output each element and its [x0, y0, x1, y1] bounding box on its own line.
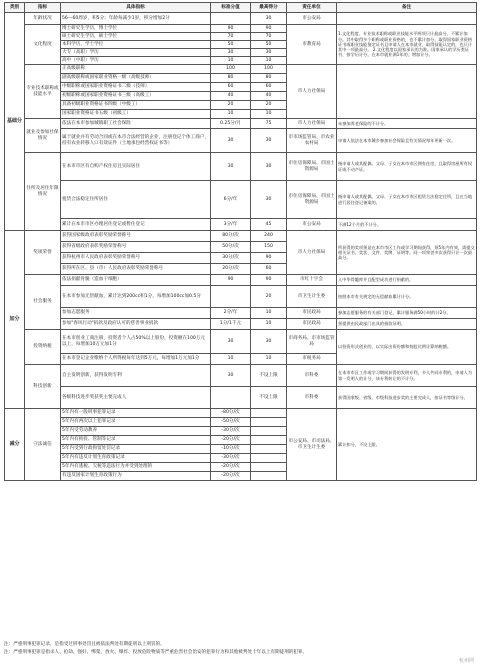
header-cell: 类别	[5, 3, 25, 13]
header-cell: 具体指标	[61, 3, 211, 13]
max-score-cell: 60	[251, 264, 287, 275]
standard-score-cell: -50分/次	[211, 418, 251, 427]
detail-cell: 5年内有逃税、欠税等违法行为并受到处理的	[61, 463, 211, 472]
table-row	[5, 387, 477, 409]
max-score-cell: 30	[251, 181, 287, 219]
standard-score-cell: 50	[211, 41, 251, 49]
indicator-cell: 奖项荣誉	[25, 231, 61, 275]
detail-cell: 在本市参加无偿献血，累计达到200cc积1分，每增加100cc加0.5分	[61, 286, 211, 308]
responsible-unit-cell: 市教育局	[287, 25, 337, 65]
standard-score-cell: 20分/次	[211, 264, 251, 275]
table-row	[5, 286, 477, 308]
detail-cell: 获得所在区、县（市）人民政府表彰奖励荣誉称号	[61, 264, 211, 275]
remark-cell: 1.文化程度、专业技术职称或职业技能水平两项只计最高分，不累计加分。其中取得多个职称或职业资格的，也不累计加分，取得国家职业资格证书或职业技能鉴定证书且申请人在本市就业、取得技能认定的，也只计其中一项最高分。 2.文化程度以国家承认的为准。国家承认的学历类证书，按学历计分，在本市就业满1年的，增加计分。	[337, 25, 477, 65]
max-score-cell: 10	[251, 110, 287, 119]
standard-score-cell: -30分/次	[211, 427, 251, 436]
table-row	[5, 330, 477, 354]
responsible-unit-cell: 市科委	[287, 365, 337, 387]
detail-cell: 在本市市区有自购产权住房且实际居住	[61, 153, 211, 181]
detail-cell: 租赁合法稳定住所居住	[61, 181, 211, 219]
remark-cell	[337, 65, 477, 119]
max-score-cell	[251, 418, 287, 427]
header-cell: 最高得分	[251, 3, 287, 13]
standard-score-cell: 30	[211, 129, 251, 153]
category-cell: 基础分	[5, 13, 25, 231]
indicator-cell: 科技创新	[25, 365, 61, 409]
detail-cell: 累计在本市市区办理居住登记或暂住登记	[61, 219, 211, 231]
detail-cell: 在本市登记企业缴纳个人所得税每年达到5万元，每增加1万元加1分	[61, 354, 211, 365]
responsible-unit-cell: 市住房保障局、市国土资源局	[287, 153, 337, 181]
responsible-unit-cell: 市卫生计生委	[287, 286, 337, 308]
table-row	[5, 365, 477, 387]
responsible-unit-cell: 市人力社保局	[287, 119, 337, 129]
standard-score-cell: 30	[211, 49, 251, 57]
remark-cell: 未参加养老保险的不计分。	[337, 119, 477, 129]
header-cell: 责任单位	[287, 3, 337, 13]
standard-score-cell	[211, 286, 251, 308]
standard-score-cell: -30分/次	[211, 454, 251, 463]
indicator-cell: 守法诚信	[25, 409, 61, 481]
standard-score-cell: 1分/1千元	[211, 319, 251, 330]
detail-cell: 大专（高职）学历	[61, 49, 211, 57]
remark-cell: 入中华骨髓库并且配型成功进行捐献的。	[337, 275, 477, 286]
standard-score-cell: 0.25分/月	[211, 119, 251, 129]
table-row	[5, 119, 477, 129]
responsible-unit-cell: 市市场监管局、市农业农村局	[287, 129, 337, 153]
max-score-cell	[251, 427, 287, 436]
standard-score-cell: 30	[211, 330, 251, 354]
max-score-cell: 10	[251, 319, 287, 330]
detail-cell: 参加志愿服务	[61, 308, 211, 319]
header-cell: 标准分值	[211, 3, 251, 13]
table-row	[5, 308, 477, 319]
max-score-cell: 20	[251, 286, 287, 308]
remark-cell: 参加志愿服务的有关部门登记，累计服务满50小时的计2分。	[337, 308, 477, 319]
table-header-row	[5, 3, 477, 13]
standard-score-cell: -20分/次	[211, 463, 251, 472]
max-score-cell: 75	[251, 119, 287, 129]
indicator-cell: 社会服务	[25, 275, 61, 330]
detail-cell: 56—60周岁，积5分；年龄每减少1岁，积分增加2分	[61, 13, 211, 25]
header-cell: 指标	[25, 3, 61, 13]
indicator-cell: 文化程度	[25, 25, 61, 65]
remark-cell: 不满12个月的不计分。	[337, 219, 477, 231]
detail-cell: 获得省级政府表彰奖励荣誉称号	[61, 242, 211, 253]
category-cell: 加分	[5, 231, 25, 409]
detail-cell: 自主发明创新，获得发明专利	[61, 365, 211, 387]
footnote-1: 注：严重刑事犯罪记录，是指受过刑事处罚且被依法判处有期徒刑以上刑罚的。	[4, 642, 165, 647]
max-score-cell: 50	[251, 41, 287, 49]
max-score-cell: 40	[251, 92, 287, 101]
detail-cell: 5年内受到行政拘留处罚记录	[61, 445, 211, 454]
remark-cell: 所获得的奖项须是在本市市区工作或学习期间获得，须5年内有效，需提交相关证书、奖状、文件、奖牌、证明等。同一项荣誉多次获得只计一次最高分。	[337, 231, 477, 275]
max-score-cell: 30	[251, 129, 287, 153]
indicator-cell: 投资纳税	[25, 330, 61, 365]
detail-cell: 5年内有拘役、管制等记录	[61, 436, 211, 445]
table-body	[5, 13, 477, 481]
table-row	[5, 275, 477, 286]
max-score-cell: 45	[251, 219, 287, 231]
max-score-cell: 10	[251, 57, 287, 65]
remark-cell: 以投资形式创业的，以实际出资份额和持股比例计算纳税额。	[337, 330, 477, 365]
max-score-cell: 30	[251, 49, 287, 57]
responsible-unit-cell: 市住房保障局、市国土资源局	[287, 181, 337, 219]
max-score-cell: 90	[251, 275, 287, 286]
max-score-cell: 60	[251, 83, 287, 92]
responsible-unit-cell: 市民政局	[287, 319, 337, 330]
detail-cell: 初级职称或国家职业资格证书三级（高级工）	[61, 92, 211, 101]
responsible-unit-cell: 市人力社保局	[287, 65, 337, 119]
standard-score-cell: 60	[211, 83, 251, 92]
standard-score-cell: 2分/年	[211, 308, 251, 319]
table-row	[5, 65, 477, 74]
table-row	[5, 153, 477, 181]
max-score-cell: 10	[251, 354, 287, 365]
max-score-cell	[251, 409, 287, 418]
standard-score-cell	[211, 13, 251, 25]
max-score-cell: 70	[251, 33, 287, 41]
indicator-cell: 专业技术职称或技能水平	[25, 65, 61, 119]
category-cell: 减分	[5, 409, 25, 481]
detail-cell: 具备初级职业资格证书四级（中级工）	[61, 101, 211, 110]
detail-cell: 有违反国家计划生育政策行为	[61, 472, 211, 481]
detail-cell: 硕士研究生学历，硕士学位	[61, 33, 211, 41]
responsible-unit-cell: 市科委	[287, 387, 337, 409]
detail-cell: 依法在本市参加城镇职工社会保险	[61, 119, 211, 129]
remark-cell: 指申请人或其配偶、父母、子女在本市市区拥有住房，且取得房屋所有权证或不动产证。	[337, 153, 477, 181]
responsible-unit-cell: 市商务局、市市场监管局	[287, 330, 337, 354]
detail-cell: 各级科技进步奖获奖主要完成人	[61, 387, 211, 409]
standard-score-cell: 30	[211, 365, 251, 387]
remark-cell: 在本市市区工作或学习期间获得的发明专利，多人共同专利的，申请人为第一发明人的计分，该专利转让的不计分。	[337, 365, 477, 387]
footnote-2: 注：严重刑事犯罪是指杀人、抢劫、强奸、绑架、放火、爆炸、投放危险物质等严重危害社会治安的犯罪行为和其他被判处十年以上有期徒刑的犯罪。	[4, 650, 308, 655]
detail-cell: 5年内有违反计划生育政策记录	[61, 454, 211, 463]
standard-score-cell: 90	[211, 275, 251, 286]
detail-cell: 依法捐献骨髓（造血干细胞）	[61, 275, 211, 286]
max-score-cell: 30	[251, 330, 287, 354]
table-row	[5, 219, 477, 231]
responsible-unit-cell: 市红十字会	[287, 275, 337, 286]
standard-score-cell: 100	[211, 65, 251, 74]
max-score-cell	[251, 463, 287, 472]
detail-cell: 5年内有一般刑事犯罪记录	[61, 409, 211, 418]
standard-score-cell: 20	[211, 101, 251, 110]
standard-score-cell: 50分/次	[211, 242, 251, 253]
detail-cell: 中级职称或国家职业资格证书二级（技师）	[61, 83, 211, 92]
max-score-cell: 150	[251, 242, 287, 253]
max-score-cell	[251, 472, 287, 481]
standard-score-cell: 70	[211, 33, 251, 41]
standard-score-cell: 6分/年	[211, 181, 251, 219]
indicator-cell: 住所及居住年限情况	[25, 153, 61, 231]
max-score-cell: 80	[251, 74, 287, 83]
responsible-unit-cell: 市公安局、市司法局、市卫生计生委	[287, 409, 337, 481]
detail-cell: 5年内有两次以上犯罪记录	[61, 418, 211, 427]
max-score-cell: 20	[251, 101, 287, 110]
detail-cell: 获得杭州市人民政府表彰奖励荣誉称号	[61, 253, 211, 264]
max-score-cell	[251, 454, 287, 463]
responsible-unit-cell: 市公安局	[287, 219, 337, 231]
indicator-cell: 就业及参加社保情况	[25, 119, 61, 153]
standard-score-cell: 3分/年	[211, 219, 251, 231]
detail-cell: 副高级职称或国家职业资格一级（高级技师）	[61, 74, 211, 83]
remark-cell: 申请人依法在本市城乡参加社会保险且有关情况每年更新一次。	[337, 129, 477, 153]
detail-cell: 高中（中职）学历	[61, 57, 211, 65]
responsible-unit-cell: 市人力社保局	[287, 231, 337, 275]
max-score-cell: 10	[251, 308, 287, 319]
header-cell: 备注	[337, 3, 477, 13]
standard-score-cell: 10	[211, 110, 251, 119]
standard-score-cell: 30分/次	[211, 253, 251, 264]
standard-score-cell: 80分/次	[211, 231, 251, 242]
table-row	[5, 231, 477, 242]
detail-cell: 国家职业资格证书五级（初级工）	[61, 110, 211, 119]
watermark-logo: 杭州网	[458, 658, 474, 664]
remark-cell: 累计扣分，不设上限。	[337, 409, 477, 481]
standard-score-cell: 90	[211, 25, 251, 33]
max-score-cell: 30	[251, 153, 287, 181]
detail-cell: 本科学历，学士学位	[61, 41, 211, 49]
max-score-cell: 30	[251, 13, 287, 25]
standard-score-cell: -80分/次	[211, 409, 251, 418]
score-table	[4, 2, 477, 481]
detail-cell: 获得国家级政府表彰奖励荣誉称号	[61, 231, 211, 242]
remark-cell: 获得国家级、省级、市级科技进步奖的主要完成人，按证书等级计分。	[337, 387, 477, 409]
table-row	[5, 409, 477, 418]
standard-score-cell: -10分/次	[211, 445, 251, 454]
max-score-cell: 不设上限	[251, 387, 287, 409]
max-score-cell	[251, 436, 287, 445]
remark-cell: 指申请人或其配偶、父母、子女在本市市区租赁合法稳定住所，且在当地进行居住登记备案的。	[337, 181, 477, 219]
standard-score-cell	[211, 387, 251, 409]
max-score-cell: 240	[251, 231, 287, 242]
responsible-unit-cell: 市公安局	[287, 13, 337, 25]
standard-score-cell: -20分/次	[211, 436, 251, 445]
detail-cell: 属于就业并有劳动合同或在本市合法经营的企业，注册登记个体工商户，持有农业转移人口有效证件（土地承包经营权证书等）	[61, 129, 211, 153]
max-score-cell: 90	[251, 253, 287, 264]
standard-score-cell: 10	[211, 57, 251, 65]
detail-cell: 博士研究生学历，博士学位	[61, 25, 211, 33]
standard-score-cell: 30	[211, 153, 251, 181]
detail-cell: 正高级职称	[61, 65, 211, 74]
max-score-cell: 不设上限	[251, 365, 287, 387]
standard-score-cell: 10	[211, 354, 251, 365]
max-score-cell	[251, 445, 287, 454]
remark-cell: 按照本市有关规定的无偿献血累计计分。	[337, 286, 477, 308]
max-score-cell: 100	[251, 65, 287, 74]
table-row	[5, 13, 477, 25]
remark-cell	[337, 13, 477, 25]
detail-cell: 5年内受劳动教养	[61, 427, 211, 436]
table-row	[5, 129, 477, 153]
table-row	[5, 319, 477, 330]
detail-cell: 在本市创业工商注册，投资者个人占50%以上股份，投资额在100万元以上，每增加10万元加1分	[61, 330, 211, 354]
detail-cell: 参加"春风行动"捐款及政府认可的慈善事业捐款	[61, 319, 211, 330]
table-row	[5, 181, 477, 219]
standard-score-cell: -20分/次	[211, 472, 251, 481]
table-row	[5, 25, 477, 33]
indicator-cell: 年龄状况	[25, 13, 61, 25]
standard-score-cell: 40	[211, 92, 251, 101]
max-score-cell: 90	[251, 25, 287, 33]
responsible-unit-cell: 市税务局	[287, 354, 337, 365]
standard-score-cell: 80	[211, 74, 251, 83]
responsible-unit-cell: 市民政局	[287, 308, 337, 319]
remark-cell: 须提供由民政部门出具的捐款证明。	[337, 319, 477, 330]
